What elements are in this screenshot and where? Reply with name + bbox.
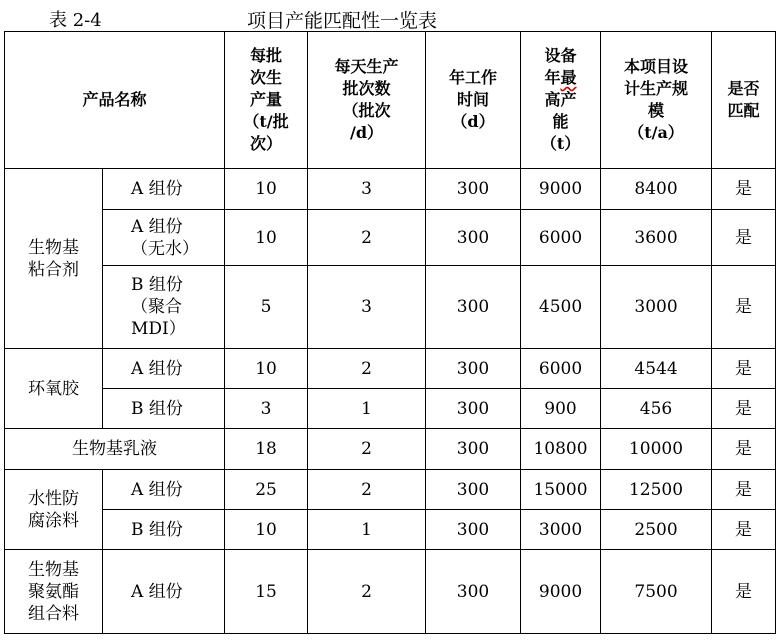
table-row [5, 266, 776, 349]
working-days-cell: 300 [426, 470, 521, 510]
component-cell: B 组份 [103, 510, 225, 550]
component-cell: A 组份 [103, 349, 225, 389]
product-name-cell: 生物基乳液 [5, 429, 225, 470]
design-scale-cell: 3600 [601, 210, 712, 266]
daily-batches-cell: 3 [308, 169, 426, 210]
working-days-cell: 300 [426, 429, 521, 470]
working-days-cell: 300 [426, 510, 521, 550]
header-product-name: 产品名称 [5, 32, 225, 169]
daily-batches-cell: 1 [308, 510, 426, 550]
header-max-capacity: 设备 年最 高产 能 （t） [521, 32, 601, 169]
table-row [5, 389, 776, 429]
product-name-cell: 环氧胶 [5, 349, 103, 429]
product-name-cell: 水性防 腐涂料 [5, 470, 103, 550]
max-capacity-cell: 4500 [521, 266, 601, 349]
batch-output-cell: 18 [225, 429, 308, 470]
product-name-cell: 生物基 粘合剂 [5, 169, 103, 349]
daily-batches-cell: 2 [308, 429, 426, 470]
working-days-cell: 300 [426, 389, 521, 429]
header-design-scale: 本项目设 计生产规 模 （t/a） [601, 32, 712, 169]
component-cell: B 组份 （聚合 MDI） [103, 266, 225, 349]
component-cell: A 组份 （无水） [103, 210, 225, 266]
match-cell: 是 [712, 550, 776, 634]
table-title: 项目产能匹配性一览表 [247, 10, 438, 32]
design-scale-cell: 10000 [601, 429, 712, 470]
match-cell: 是 [712, 429, 776, 470]
component-cell: A 组份 [103, 169, 225, 210]
batch-output-cell: 10 [225, 169, 308, 210]
batch-output-cell: 5 [225, 266, 308, 349]
batch-output-cell: 10 [225, 210, 308, 266]
table-caption [0, 2, 779, 30]
batch-output-cell: 15 [225, 550, 308, 634]
match-cell: 是 [712, 349, 776, 389]
daily-batches-cell: 2 [308, 349, 426, 389]
table-row [5, 510, 776, 550]
match-cell: 是 [712, 470, 776, 510]
match-cell: 是 [712, 210, 776, 266]
working-days-cell: 300 [426, 550, 521, 634]
table-row [5, 429, 776, 470]
design-scale-cell: 456 [601, 389, 712, 429]
component-cell: A 组份 [103, 550, 225, 634]
header-match: 是否 匹配 [712, 32, 776, 169]
daily-batches-cell: 2 [308, 210, 426, 266]
header-working-days: 年工作 时间 （d） [426, 32, 521, 169]
component-cell: A 组份 [103, 470, 225, 510]
table-row [5, 470, 776, 510]
match-cell: 是 [712, 389, 776, 429]
product-name-cell: 生物基 聚氨酯 组合料 [5, 550, 103, 634]
design-scale-cell: 8400 [601, 169, 712, 210]
header-batch-output: 每批 次生 产量 （t/批 次） [225, 32, 308, 169]
max-capacity-cell: 6000 [521, 210, 601, 266]
table-row [5, 210, 776, 266]
max-capacity-cell: 900 [521, 389, 601, 429]
batch-output-cell: 3 [225, 389, 308, 429]
daily-batches-cell: 2 [308, 470, 426, 510]
design-scale-cell: 2500 [601, 510, 712, 550]
match-cell: 是 [712, 266, 776, 349]
match-cell: 是 [712, 169, 776, 210]
capacity-match-table [4, 31, 776, 634]
working-days-cell: 300 [426, 169, 521, 210]
header-row [5, 32, 776, 169]
batch-output-cell: 10 [225, 510, 308, 550]
max-capacity-cell: 3000 [521, 510, 601, 550]
design-scale-cell: 7500 [601, 550, 712, 634]
daily-batches-cell: 1 [308, 389, 426, 429]
header-daily-batches: 每天生产 批次数 （批次 /d） [308, 32, 426, 169]
table-row [5, 169, 776, 210]
design-scale-cell: 3000 [601, 266, 712, 349]
component-cell: B 组份 [103, 389, 225, 429]
batch-output-cell: 25 [225, 470, 308, 510]
design-scale-cell: 4544 [601, 349, 712, 389]
max-capacity-cell: 9000 [521, 169, 601, 210]
match-cell: 是 [712, 510, 776, 550]
daily-batches-cell: 2 [308, 550, 426, 634]
batch-output-cell: 10 [225, 349, 308, 389]
table-row [5, 550, 776, 634]
max-capacity-cell: 10800 [521, 429, 601, 470]
table-row [5, 349, 776, 389]
working-days-cell: 300 [426, 266, 521, 349]
daily-batches-cell: 3 [308, 266, 426, 349]
working-days-cell: 300 [426, 210, 521, 266]
max-capacity-cell: 15000 [521, 470, 601, 510]
table-number: 表 2-4 [49, 10, 102, 31]
max-capacity-cell: 6000 [521, 349, 601, 389]
working-days-cell: 300 [426, 349, 521, 389]
design-scale-cell: 12500 [601, 470, 712, 510]
max-capacity-cell: 9000 [521, 550, 601, 634]
